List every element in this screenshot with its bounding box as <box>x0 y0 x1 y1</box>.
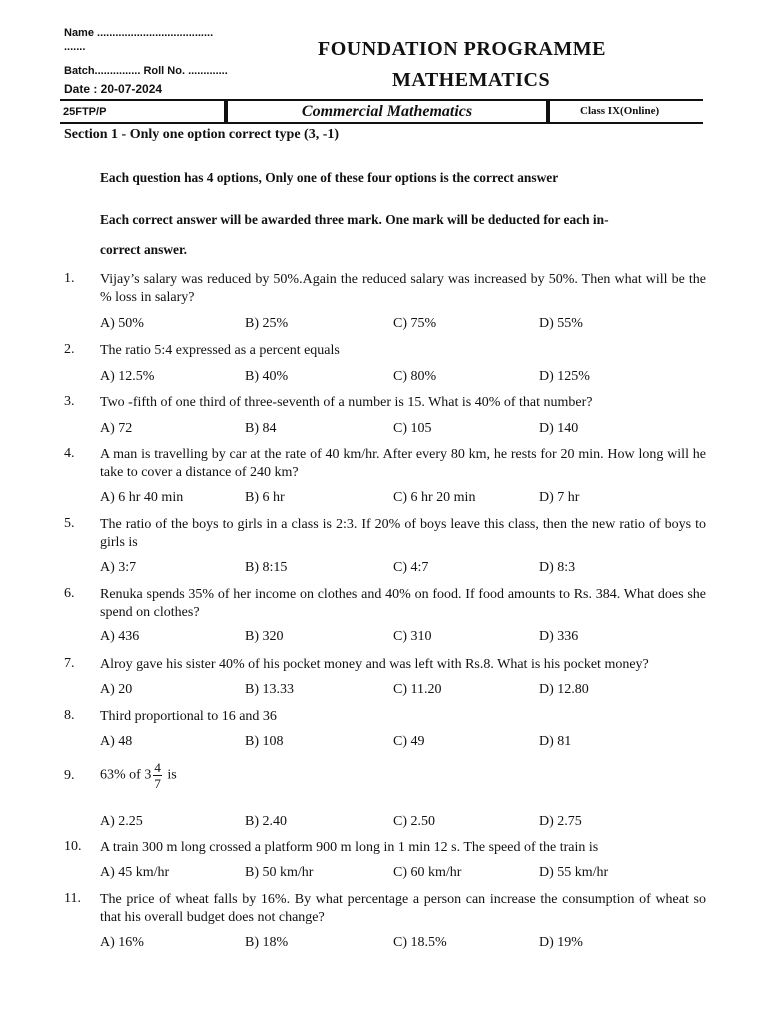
paper-code: 25FTP/P <box>63 106 107 118</box>
option-b: B) 320 <box>245 629 284 644</box>
question-text: The ratio of the boys to girls in a class is 2:3. If 20% of boys leave this class, then the new ratio of boys to girls is <box>100 517 706 550</box>
option-b: B) 2.40 <box>245 814 287 829</box>
paper-info-bar <box>60 99 703 124</box>
option-b: B) 108 <box>245 734 284 749</box>
instruction-line: correct answer. <box>100 242 188 257</box>
question-text: Two -fifth of one third of three-seventh of a number is 15. What is 40% of that number? <box>100 395 593 410</box>
option-b: B) 84 <box>245 421 277 436</box>
option-d: D) 336 <box>539 629 579 644</box>
option-c: C) 80% <box>393 369 437 384</box>
option-d: D) 19% <box>539 935 583 950</box>
section-heading: Section 1 - Only one option correct type (3, -1) <box>64 127 340 142</box>
option-c: C) 75% <box>393 316 437 331</box>
option-c: C) 310 <box>393 629 432 644</box>
option-a: A) 12.5% <box>100 369 155 384</box>
batch-rollno-line: Batch............... Roll No. ............. <box>64 65 228 77</box>
name-field-line: Name ...................................... <box>64 27 214 39</box>
question-text: Third proportional to 16 and 36 <box>100 709 277 724</box>
fraction-numerator: 4 <box>154 760 161 775</box>
option-c: C) 60 km/hr <box>393 865 462 880</box>
question-number: 11. <box>64 891 81 906</box>
bar-divider <box>224 101 228 122</box>
option-b: B) 13.33 <box>245 682 294 697</box>
option-a: A) 45 km/hr <box>100 865 170 880</box>
instruction-line: Each correct answer will be awarded three mark. One mark will be deducted for each in- <box>100 212 609 227</box>
question-text-before: 63% of 3 <box>100 767 152 783</box>
option-c: C) 11.20 <box>393 682 442 697</box>
option-d: D) 8:3 <box>539 560 576 575</box>
option-c: C) 18.5% <box>393 935 447 950</box>
option-c: C) 4:7 <box>393 560 429 575</box>
name-field-continuation: ....... <box>64 41 86 53</box>
option-c: C) 49 <box>393 734 425 749</box>
option-b: B) 25% <box>245 316 289 331</box>
subject-title: MATHEMATICS <box>392 69 551 91</box>
option-b: B) 8:15 <box>245 560 288 575</box>
topic-title: Commercial Mathematics <box>301 103 473 120</box>
question-text: A man is travelling by car at the rate of 40 km/hr. After every 80 km, he rests for 20 min. How long will he take to cover a distance of 240 km? <box>100 447 706 480</box>
option-b: B) 18% <box>245 935 289 950</box>
option-a: A) 72 <box>100 421 133 436</box>
option-a: A) 20 <box>100 682 133 697</box>
question-number: 4. <box>64 446 75 461</box>
question-number: 9. <box>64 768 75 783</box>
question-number: 10. <box>64 839 82 854</box>
option-c: C) 6 hr 20 min <box>393 490 476 505</box>
question-text: Renuka spends 35% of her income on clothes and 40% on food. If food amounts to Rs. 384. What does she spend on clothes? <box>100 587 706 620</box>
question-number: 5. <box>64 516 75 531</box>
option-d: D) 140 <box>539 421 579 436</box>
question-number: 6. <box>64 586 75 601</box>
exam-date: Date : 20-07-2024 <box>64 82 163 96</box>
option-d: D) 125% <box>539 369 590 384</box>
option-b: B) 40% <box>245 369 289 384</box>
class-label: Class IX(Online) <box>580 105 660 117</box>
option-a: A) 436 <box>100 629 140 644</box>
question-text-after: is <box>163 767 177 783</box>
question-text: Vijay’s salary was reduced by 50%.Again the reduced salary was increased by 50%. Then what will be the % loss in salary? <box>100 272 706 305</box>
question-text: Alroy gave his sister 40% of his pocket money and was left with Rs.8. What is his pocket money? <box>100 657 649 672</box>
bar-divider <box>546 101 550 122</box>
instruction-line: Each question has 4 options, Only one of these four options is the correct answer <box>100 170 559 185</box>
option-d: D) 12.80 <box>539 682 589 697</box>
option-a: A) 2.25 <box>100 814 143 829</box>
question-text <box>100 760 177 791</box>
option-b: B) 50 km/hr <box>245 865 314 880</box>
option-a: A) 50% <box>100 316 144 331</box>
question-number: 8. <box>64 708 75 723</box>
option-d: D) 55% <box>539 316 583 331</box>
option-c: C) 105 <box>393 421 432 436</box>
option-a: A) 48 <box>100 734 133 749</box>
option-c: C) 2.50 <box>393 814 435 829</box>
option-a: A) 6 hr 40 min <box>100 490 184 505</box>
option-a: A) 3:7 <box>100 560 137 575</box>
option-d: D) 7 hr <box>539 490 580 505</box>
question-text: A train 300 m long crossed a platform 900 m long in 1 min 12 s. The speed of the train is <box>100 840 599 855</box>
question-number: 2. <box>64 342 75 357</box>
question-text: The ratio 5:4 expressed as a percent equals <box>100 343 340 358</box>
option-d: D) 55 km/hr <box>539 865 609 880</box>
option-d: D) 2.75 <box>539 814 582 829</box>
question-number: 7. <box>64 656 75 671</box>
programme-title: FOUNDATION PROGRAMME <box>318 38 606 60</box>
question-text: The price of wheat falls by 16%. By what percentage a person can increase the consumption of wheat so that his overall budget does not change? <box>100 892 706 925</box>
mixed-fraction <box>153 760 162 791</box>
question-number: 1. <box>64 271 75 286</box>
fraction-denominator: 7 <box>154 776 161 791</box>
question-number: 3. <box>64 394 75 409</box>
option-d: D) 81 <box>539 734 572 749</box>
option-b: B) 6 hr <box>245 490 285 505</box>
option-a: A) 16% <box>100 935 144 950</box>
